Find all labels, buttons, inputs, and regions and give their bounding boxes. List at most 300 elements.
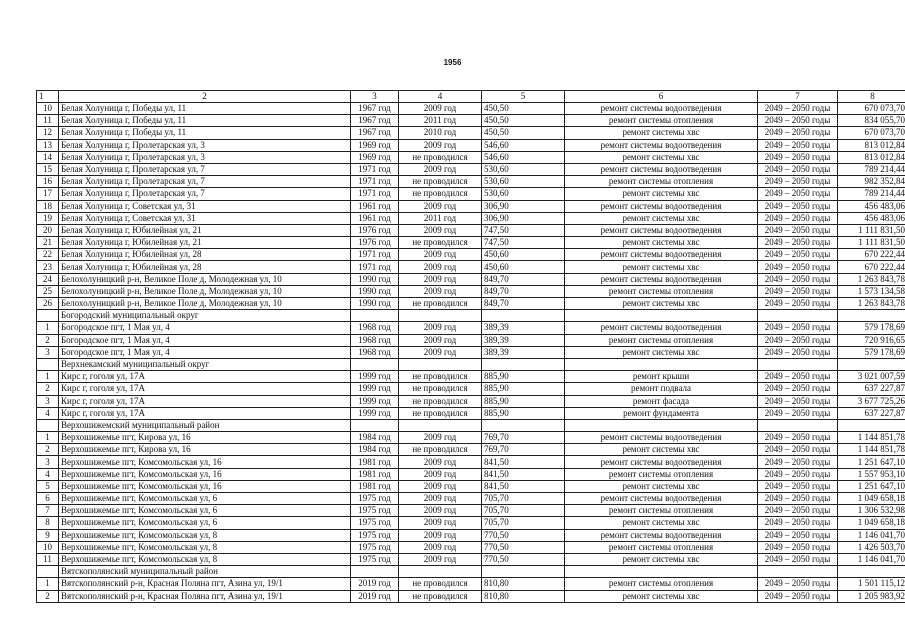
cost-cell: 1 501 115,12 — [838, 578, 905, 590]
built-year-cell: 1975 год — [351, 517, 399, 529]
work-type-cell: ремонт системы хвс — [565, 212, 758, 224]
built-year-cell: 1968 год — [351, 346, 399, 358]
last-repair-cell: 2009 год — [399, 480, 482, 492]
period-cell: 2049 – 2050 годы — [758, 237, 838, 249]
cost-cell: 456 483,06 — [838, 212, 905, 224]
area-cell: 705,70 — [482, 493, 565, 505]
address-cell: Белая Холуница г, Советская ул, 31 — [59, 212, 351, 224]
area-cell: 770,50 — [482, 529, 565, 541]
period-cell: 2049 – 2050 годы — [758, 176, 838, 188]
column-header-7: 7 — [758, 91, 838, 103]
table-row — [37, 176, 905, 188]
area-cell: 841,50 — [482, 456, 565, 468]
last-repair-cell: не проводился — [399, 237, 482, 249]
row-number-cell: 12 — [37, 127, 59, 139]
empty-cell — [399, 310, 482, 322]
cost-cell: 670 073,70 — [838, 127, 905, 139]
period-cell: 2049 – 2050 годы — [758, 578, 838, 590]
row-number-cell: 4 — [37, 468, 59, 480]
last-repair-cell: не проводился — [399, 407, 482, 419]
area-cell: 450,50 — [482, 115, 565, 127]
cost-cell: 1 306 532,98 — [838, 505, 905, 517]
area-cell: 770,50 — [482, 541, 565, 553]
last-repair-cell: 2009 год — [399, 334, 482, 346]
work-type-cell: ремонт системы хвс — [565, 444, 758, 456]
table-row — [37, 456, 905, 468]
cost-cell: 1 111 831,50 — [838, 237, 905, 249]
period-cell: 2049 – 2050 годы — [758, 395, 838, 407]
address-cell: Кирс г, гоголя ул, 17А — [59, 395, 351, 407]
address-cell: Белая Холуница г, Пролетарская ул, 7 — [59, 188, 351, 200]
last-repair-cell: не проводился — [399, 151, 482, 163]
table-row — [37, 371, 905, 383]
address-cell: Верхошижемье пгт, Комсомольская ул, 8 — [59, 541, 351, 553]
built-year-cell: 1981 год — [351, 480, 399, 492]
built-year-cell: 1981 год — [351, 456, 399, 468]
table-row — [37, 480, 905, 492]
cost-cell: 720 916,65 — [838, 334, 905, 346]
empty-cell — [758, 419, 838, 431]
row-number-cell: 3 — [37, 395, 59, 407]
last-repair-cell: не проводился — [399, 444, 482, 456]
work-type-cell: ремонт системы водоотведения — [565, 224, 758, 236]
work-type-cell: ремонт системы отопления — [565, 285, 758, 297]
area-cell: 747,50 — [482, 237, 565, 249]
work-type-cell: ремонт системы отопления — [565, 468, 758, 480]
address-cell: Белая Холуница г, Победы ул, 11 — [59, 127, 351, 139]
period-cell: 2049 – 2050 годы — [758, 371, 838, 383]
address-cell: Белая Холуница г, Юбилейная ул, 21 — [59, 237, 351, 249]
work-type-cell: ремонт системы отопления — [565, 505, 758, 517]
row-number-cell: 10 — [37, 541, 59, 553]
row-number-cell: 13 — [37, 139, 59, 151]
period-cell: 2049 – 2050 годы — [758, 407, 838, 419]
built-year-cell: 1975 год — [351, 541, 399, 553]
address-cell: Вятскополянский р-н, Красная Поляна пгт, Азина ул, 19/1 — [59, 578, 351, 590]
period-cell: 2049 – 2050 годы — [758, 285, 838, 297]
table-row — [37, 200, 905, 212]
table-row — [37, 115, 905, 127]
work-type-cell: ремонт подвала — [565, 383, 758, 395]
row-number-cell — [37, 419, 59, 431]
table-row — [37, 517, 905, 529]
row-number-cell: 4 — [37, 407, 59, 419]
last-repair-cell: не проводился — [399, 371, 482, 383]
built-year-cell: 1975 год — [351, 553, 399, 565]
work-type-cell: ремонт системы отопления — [565, 115, 758, 127]
last-repair-cell: 2009 год — [399, 261, 482, 273]
empty-cell — [565, 310, 758, 322]
empty-cell — [482, 358, 565, 370]
work-type-cell: ремонт системы хвс — [565, 188, 758, 200]
built-year-cell: 1990 год — [351, 273, 399, 285]
area-cell: 450,50 — [482, 103, 565, 115]
period-cell: 2049 – 2050 годы — [758, 590, 838, 602]
section-row — [37, 419, 905, 431]
cost-cell: 670 222,44 — [838, 261, 905, 273]
last-repair-cell: 2009 год — [399, 103, 482, 115]
work-type-cell: ремонт системы водоотведения — [565, 322, 758, 334]
address-cell: Белая Холуница г, Победы ул, 11 — [59, 115, 351, 127]
cost-cell: 1 144 851,78 — [838, 444, 905, 456]
work-type-cell: ремонт системы водоотведения — [565, 493, 758, 505]
address-cell: Богородское пгт, 1 Мая ул, 4 — [59, 334, 351, 346]
empty-cell — [838, 310, 905, 322]
period-cell: 2049 – 2050 годы — [758, 346, 838, 358]
period-cell: 2049 – 2050 годы — [758, 151, 838, 163]
cost-cell: 1 205 983,92 — [838, 590, 905, 602]
built-year-cell: 1981 год — [351, 468, 399, 480]
period-cell: 2049 – 2050 годы — [758, 212, 838, 224]
last-repair-cell: 2009 год — [399, 517, 482, 529]
table-row — [37, 468, 905, 480]
row-number-cell — [37, 310, 59, 322]
work-type-cell: ремонт системы водоотведения — [565, 249, 758, 261]
address-cell: Белохолуницкий р-н, Великое Поле д, Молодежная ул, 10 — [59, 273, 351, 285]
cost-cell: 1 573 134,58 — [838, 285, 905, 297]
area-cell: 705,70 — [482, 517, 565, 529]
empty-cell — [482, 419, 565, 431]
last-repair-cell: 2009 год — [399, 529, 482, 541]
row-number-cell: 7 — [37, 505, 59, 517]
address-cell: Верхошижемье пгт, Кирова ул, 16 — [59, 432, 351, 444]
table-row — [37, 346, 905, 358]
section-row — [37, 358, 905, 370]
area-cell: 841,50 — [482, 480, 565, 492]
period-cell: 2049 – 2050 годы — [758, 322, 838, 334]
cost-cell: 813 012,84 — [838, 139, 905, 151]
last-repair-cell: не проводился — [399, 298, 482, 310]
row-number-cell: 2 — [37, 383, 59, 395]
empty-cell — [838, 419, 905, 431]
last-repair-cell: 2011 год — [399, 212, 482, 224]
period-cell: 2049 – 2050 годы — [758, 493, 838, 505]
empty-cell — [482, 310, 565, 322]
row-number-cell: 19 — [37, 212, 59, 224]
address-cell: Верхошижемье пгт, Комсомольская ул, 16 — [59, 480, 351, 492]
area-cell: 885,90 — [482, 407, 565, 419]
table-row — [37, 407, 905, 419]
period-cell: 2049 – 2050 годы — [758, 261, 838, 273]
address-cell: Богородское пгт, 1 Мая ул, 4 — [59, 346, 351, 358]
row-number-cell: 10 — [37, 103, 59, 115]
built-year-cell: 1971 год — [351, 188, 399, 200]
built-year-cell: 1999 год — [351, 407, 399, 419]
table-row — [37, 188, 905, 200]
row-number-cell: 11 — [37, 553, 59, 565]
area-cell: 530,60 — [482, 163, 565, 175]
cost-cell: 789 214,44 — [838, 188, 905, 200]
cost-cell: 579 178,69 — [838, 346, 905, 358]
cost-cell: 1 426 503,70 — [838, 541, 905, 553]
cost-cell: 1 049 658,18 — [838, 517, 905, 529]
empty-cell — [482, 566, 565, 578]
cost-cell: 1 557 953,10 — [838, 468, 905, 480]
section-row — [37, 566, 905, 578]
row-number-cell: 26 — [37, 298, 59, 310]
cost-cell: 456 483,06 — [838, 200, 905, 212]
work-type-cell: ремонт системы водоотведения — [565, 273, 758, 285]
address-cell: Верхошижемье пгт, Комсомольская ул, 6 — [59, 505, 351, 517]
last-repair-cell: 2010 год — [399, 127, 482, 139]
row-number-cell: 6 — [37, 493, 59, 505]
table-body — [37, 91, 905, 603]
last-repair-cell: 2009 год — [399, 200, 482, 212]
address-cell: Белая Холуница г, Победы ул, 11 — [59, 103, 351, 115]
built-year-cell: 1961 год — [351, 200, 399, 212]
area-cell: 705,70 — [482, 505, 565, 517]
period-cell: 2049 – 2050 годы — [758, 249, 838, 261]
work-type-cell: ремонт системы водоотведения — [565, 163, 758, 175]
built-year-cell: 2019 год — [351, 578, 399, 590]
area-cell: 769,70 — [482, 444, 565, 456]
last-repair-cell: 2009 год — [399, 139, 482, 151]
cost-cell: 1 263 843,78 — [838, 273, 905, 285]
row-number-cell: 21 — [37, 237, 59, 249]
address-cell: Верхошижемье пгт, Комсомольская ул, 8 — [59, 529, 351, 541]
cost-cell: 670 222,44 — [838, 249, 905, 261]
work-type-cell: ремонт системы отопления — [565, 541, 758, 553]
built-year-cell: 1968 год — [351, 322, 399, 334]
table-row — [37, 237, 905, 249]
table-row — [37, 383, 905, 395]
period-cell: 2049 – 2050 годы — [758, 334, 838, 346]
period-cell: 2049 – 2050 годы — [758, 188, 838, 200]
empty-cell — [351, 566, 399, 578]
work-type-cell: ремонт системы хвс — [565, 553, 758, 565]
cost-cell: 1 144 851,78 — [838, 432, 905, 444]
cost-cell: 670 073,70 — [838, 103, 905, 115]
built-year-cell: 1971 год — [351, 176, 399, 188]
row-number-cell: 24 — [37, 273, 59, 285]
last-repair-cell: 2009 год — [399, 493, 482, 505]
period-cell: 2049 – 2050 годы — [758, 456, 838, 468]
address-cell: Верхошижемье пгт, Комсомольская ул, 6 — [59, 493, 351, 505]
built-year-cell: 1967 год — [351, 127, 399, 139]
address-cell: Белая Холуница г, Юбилейная ул, 28 — [59, 249, 351, 261]
built-year-cell: 1969 год — [351, 139, 399, 151]
cost-cell: 789 214,44 — [838, 163, 905, 175]
area-cell: 885,90 — [482, 383, 565, 395]
area-cell: 546,60 — [482, 139, 565, 151]
cost-cell: 637 227,87 — [838, 407, 905, 419]
last-repair-cell: 2009 год — [399, 468, 482, 480]
row-number-cell: 16 — [37, 176, 59, 188]
row-number-cell: 3 — [37, 456, 59, 468]
period-cell: 2049 – 2050 годы — [758, 103, 838, 115]
table-row — [37, 590, 905, 602]
address-cell: Белая Холуница г, Юбилейная ул, 21 — [59, 224, 351, 236]
column-header-4: 4 — [399, 91, 482, 103]
built-year-cell: 1975 год — [351, 529, 399, 541]
address-cell: Верхошижемье пгт, Комсомольская ул, 6 — [59, 517, 351, 529]
built-year-cell: 1971 год — [351, 261, 399, 273]
row-number-cell: 1 — [37, 322, 59, 334]
area-cell: 389,39 — [482, 322, 565, 334]
period-cell: 2049 – 2050 годы — [758, 541, 838, 553]
period-cell: 2049 – 2050 годы — [758, 383, 838, 395]
table-row — [37, 151, 905, 163]
area-cell: 450,60 — [482, 249, 565, 261]
built-year-cell: 1969 год — [351, 151, 399, 163]
row-number-cell: 2 — [37, 590, 59, 602]
address-cell: Вятскополянский р-н, Красная Поляна пгт, Азина ул, 19/1 — [59, 590, 351, 602]
cost-cell: 3 677 725,26 — [838, 395, 905, 407]
built-year-cell: 1999 год — [351, 383, 399, 395]
work-type-cell: ремонт системы отопления — [565, 334, 758, 346]
cost-cell: 1 251 647,10 — [838, 480, 905, 492]
period-cell: 2049 – 2050 годы — [758, 444, 838, 456]
row-number-cell: 15 — [37, 163, 59, 175]
address-cell: Белая Холуница г, Пролетарская ул, 3 — [59, 139, 351, 151]
row-number-cell — [37, 358, 59, 370]
section-title: Верхошижемский муниципальный район — [59, 419, 351, 431]
last-repair-cell: 2009 год — [399, 163, 482, 175]
last-repair-cell: не проводился — [399, 395, 482, 407]
cost-cell: 1 263 843,78 — [838, 298, 905, 310]
row-number-cell: 1 — [37, 578, 59, 590]
address-cell: Белохолуницкий р-н, Великое Поле д, Молодежная ул, 10 — [59, 285, 351, 297]
empty-cell — [758, 358, 838, 370]
built-year-cell: 1976 год — [351, 237, 399, 249]
built-year-cell: 1968 год — [351, 334, 399, 346]
row-number-cell: 2 — [37, 334, 59, 346]
row-number-cell: 14 — [37, 151, 59, 163]
work-type-cell: ремонт крыши — [565, 371, 758, 383]
period-cell: 2049 – 2050 годы — [758, 468, 838, 480]
area-cell: 885,90 — [482, 371, 565, 383]
row-number-cell: 23 — [37, 261, 59, 273]
last-repair-cell: не проводился — [399, 590, 482, 602]
work-type-cell: ремонт системы хвс — [565, 517, 758, 529]
built-year-cell: 1984 год — [351, 432, 399, 444]
last-repair-cell: 2009 год — [399, 541, 482, 553]
work-type-cell: ремонт системы хвс — [565, 151, 758, 163]
address-cell: Верхошижемье пгт, Комсомольская ул, 8 — [59, 553, 351, 565]
row-number-cell — [37, 566, 59, 578]
period-cell: 2049 – 2050 годы — [758, 127, 838, 139]
table-row — [37, 163, 905, 175]
header-row — [37, 91, 905, 103]
column-header-6: 6 — [565, 91, 758, 103]
row-number-cell: 1 — [37, 371, 59, 383]
address-cell: Белая Холуница г, Пролетарская ул, 7 — [59, 176, 351, 188]
table-row — [37, 444, 905, 456]
cost-cell: 1 251 647,10 — [838, 456, 905, 468]
last-repair-cell: 2009 год — [399, 346, 482, 358]
built-year-cell: 1967 год — [351, 115, 399, 127]
area-cell: 810,80 — [482, 590, 565, 602]
period-cell: 2049 – 2050 годы — [758, 432, 838, 444]
built-year-cell: 1990 год — [351, 298, 399, 310]
empty-cell — [565, 566, 758, 578]
empty-cell — [351, 358, 399, 370]
table-row — [37, 553, 905, 565]
period-cell: 2049 – 2050 годы — [758, 200, 838, 212]
last-repair-cell: 2009 год — [399, 285, 482, 297]
period-cell: 2049 – 2050 годы — [758, 517, 838, 529]
cost-cell: 982 352,84 — [838, 176, 905, 188]
table-row — [37, 273, 905, 285]
section-title: Верхнекамский муниципальный округ — [59, 358, 351, 370]
work-type-cell: ремонт системы хвс — [565, 590, 758, 602]
address-cell: Кирс г, гоголя ул, 17А — [59, 383, 351, 395]
page-number: 1956 — [443, 58, 462, 67]
work-type-cell: ремонт системы хвс — [565, 480, 758, 492]
row-number-cell: 3 — [37, 346, 59, 358]
cost-cell: 1 146 041,70 — [838, 553, 905, 565]
section-row — [37, 310, 905, 322]
work-type-cell: ремонт системы хвс — [565, 127, 758, 139]
address-cell: Белохолуницкий р-н, Великое Поле д, Молодежная ул, 10 — [59, 298, 351, 310]
built-year-cell: 1975 год — [351, 505, 399, 517]
last-repair-cell: 2009 год — [399, 249, 482, 261]
area-cell: 450,60 — [482, 261, 565, 273]
area-cell: 747,50 — [482, 224, 565, 236]
row-number-cell: 1 — [37, 432, 59, 444]
last-repair-cell: 2009 год — [399, 505, 482, 517]
cost-cell: 813 012,84 — [838, 151, 905, 163]
period-cell: 2049 – 2050 годы — [758, 163, 838, 175]
area-cell: 306,90 — [482, 200, 565, 212]
area-cell: 450,50 — [482, 127, 565, 139]
address-cell: Белая Холуница г, Пролетарская ул, 7 — [59, 163, 351, 175]
empty-cell — [399, 566, 482, 578]
period-cell: 2049 – 2050 годы — [758, 298, 838, 310]
work-type-cell: ремонт системы водоотведения — [565, 529, 758, 541]
last-repair-cell: 2011 год — [399, 115, 482, 127]
column-header-3: 3 — [351, 91, 399, 103]
built-year-cell: 1990 год — [351, 285, 399, 297]
empty-cell — [565, 419, 758, 431]
cost-cell: 1 049 658,18 — [838, 493, 905, 505]
last-repair-cell: 2009 год — [399, 322, 482, 334]
empty-cell — [399, 419, 482, 431]
address-cell: Верхошижемье пгт, Комсомольская ул, 16 — [59, 468, 351, 480]
period-cell: 2049 – 2050 годы — [758, 505, 838, 517]
built-year-cell: 1971 год — [351, 249, 399, 261]
address-cell: Верхошижемье пгт, Комсомольская ул, 16 — [59, 456, 351, 468]
area-cell: 841,50 — [482, 468, 565, 480]
area-cell: 530,60 — [482, 176, 565, 188]
period-cell: 2049 – 2050 годы — [758, 529, 838, 541]
table-row — [37, 249, 905, 261]
row-number-cell: 5 — [37, 480, 59, 492]
empty-cell — [758, 310, 838, 322]
last-repair-cell: 2009 год — [399, 553, 482, 565]
area-cell: 770,50 — [482, 553, 565, 565]
row-number-cell: 18 — [37, 200, 59, 212]
table-row — [37, 541, 905, 553]
address-cell: Верхошижемье пгт, Кирова ул, 16 — [59, 444, 351, 456]
table-row — [37, 139, 905, 151]
work-type-cell: ремонт фундамента — [565, 407, 758, 419]
work-type-cell: ремонт фасада — [565, 395, 758, 407]
period-cell: 2049 – 2050 годы — [758, 224, 838, 236]
section-title: Богородский муниципальный округ — [59, 310, 351, 322]
table-row — [37, 285, 905, 297]
column-header-5: 5 — [482, 91, 565, 103]
address-cell: Богородское пгт, 1 Мая ул, 4 — [59, 322, 351, 334]
address-cell: Кирс г, гоголя ул, 17А — [59, 407, 351, 419]
area-cell: 389,39 — [482, 346, 565, 358]
work-type-cell: ремонт системы водоотведения — [565, 103, 758, 115]
work-type-cell: ремонт системы хвс — [565, 237, 758, 249]
table-row — [37, 224, 905, 236]
area-cell: 306,90 — [482, 212, 565, 224]
table-row — [37, 529, 905, 541]
empty-cell — [758, 566, 838, 578]
